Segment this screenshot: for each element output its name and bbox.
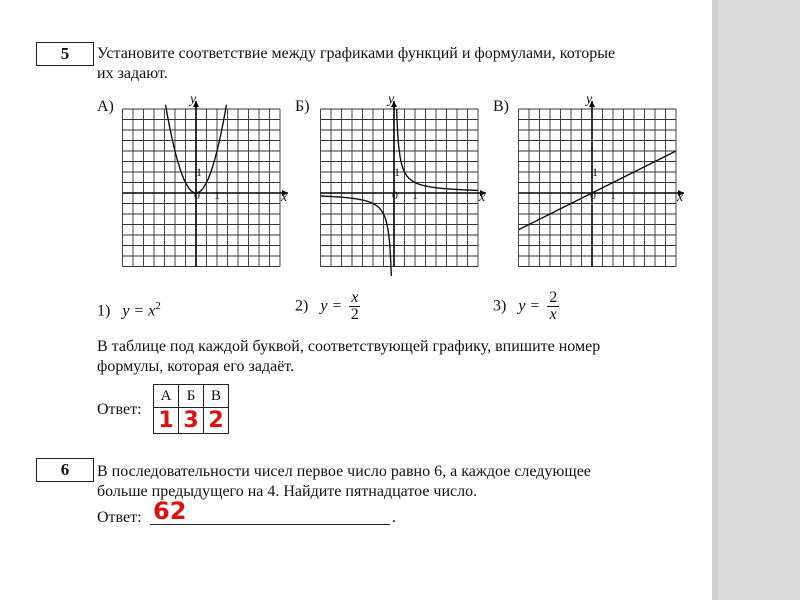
answer-header-c: В (204, 385, 229, 408)
graph-b-one-y: 1 (394, 165, 400, 179)
graph-a-y-label: y (190, 92, 197, 107)
answer-header-b: Б (179, 385, 204, 408)
task-5-answer-label: Ответ: (97, 401, 142, 418)
hyperbola-branch-right (397, 109, 478, 190)
graph-a-x-label: x (281, 190, 288, 205)
task-6-answer-suffix: . (392, 509, 396, 526)
graph-a-one-x: 1 (214, 188, 220, 202)
formula-1 (97, 300, 161, 320)
graph-b-origin: 0 (392, 188, 398, 202)
graph-a-one-y: 1 (196, 165, 202, 179)
task-5-text-line2: их задают. (97, 65, 168, 82)
graph-a-origin: 0 (194, 188, 200, 202)
graph-c-y-label: y (586, 92, 593, 107)
formula-1-lhs: y = (122, 302, 145, 320)
side-band-edge (712, 0, 718, 600)
formula-1-exp: 2 (155, 300, 161, 312)
formula-2 (295, 290, 360, 323)
graph-b-one-x: 1 (412, 188, 418, 202)
graph-c (516, 96, 688, 276)
formula-3-numerator: 2 (549, 289, 558, 306)
graph-c-x-label: x (677, 190, 684, 205)
graph-c-one-x: 1 (610, 188, 616, 202)
formula-3-lhs: y = (518, 297, 541, 315)
answer-cell-c[interactable]: 2 (204, 408, 229, 434)
grid-lines (519, 109, 677, 267)
answer-cell-a[interactable]: 1 (154, 408, 179, 434)
graph-b-x-label: x (479, 190, 486, 205)
answer-header-a: А (154, 385, 179, 408)
graph-a (120, 96, 292, 276)
formula-2-numerator: x (351, 289, 359, 306)
formula-2-fraction (349, 290, 360, 323)
slide-side-band (712, 0, 800, 600)
task-6-text-line2: больше предыдущего на 4. Найдите пятнадцатое число. (97, 483, 478, 500)
graph-b-label: Б) (295, 98, 310, 115)
graph-a-label: А) (97, 98, 114, 115)
task-5-instruction-line1: В таблице под каждой буквой, соответствующей графику, впишите номер (97, 338, 601, 355)
formula-1-base: x (148, 302, 156, 320)
graph-c-one-y: 1 (592, 165, 598, 179)
formula-3-denominator: x (549, 306, 557, 323)
grid-lines (321, 109, 479, 267)
answer-table-header-row (154, 385, 229, 408)
task-6-number-box: 6 (36, 458, 94, 482)
task-5-instruction-line2: формулы, которая его задаёт. (97, 358, 295, 375)
answer-cell-b[interactable]: 3 (179, 408, 204, 434)
formula-3-fraction (547, 290, 559, 323)
task-6-text-line1: В последовательности чисел первое число равно 6, а каждое следующее (97, 463, 591, 480)
answer-table-answer-row (154, 408, 229, 434)
task-5-text-line1: Установите соответствие между графиками функций и формулами, которые (97, 45, 616, 62)
formula-2-lhs: y = (320, 297, 343, 315)
graph-b (318, 96, 490, 276)
graph-c-label: В) (493, 98, 509, 115)
task-5-number-box: 5 (36, 42, 94, 66)
formula-2-denominator: 2 (350, 306, 359, 323)
task-5-answer-table (153, 384, 229, 434)
graph-b-y-label: y (388, 92, 395, 107)
graph-c-origin: 0 (590, 188, 596, 202)
linear-curve (519, 151, 677, 230)
formula-3-number: 3) (493, 297, 507, 315)
formula-2-number: 2) (295, 297, 309, 315)
task-6-answer-value[interactable]: 62 (153, 497, 187, 525)
formula-1-number: 1) (97, 302, 111, 320)
grid-lines (123, 109, 281, 267)
task-6-answer-label: Ответ: (97, 509, 142, 526)
formula-3 (493, 290, 559, 323)
